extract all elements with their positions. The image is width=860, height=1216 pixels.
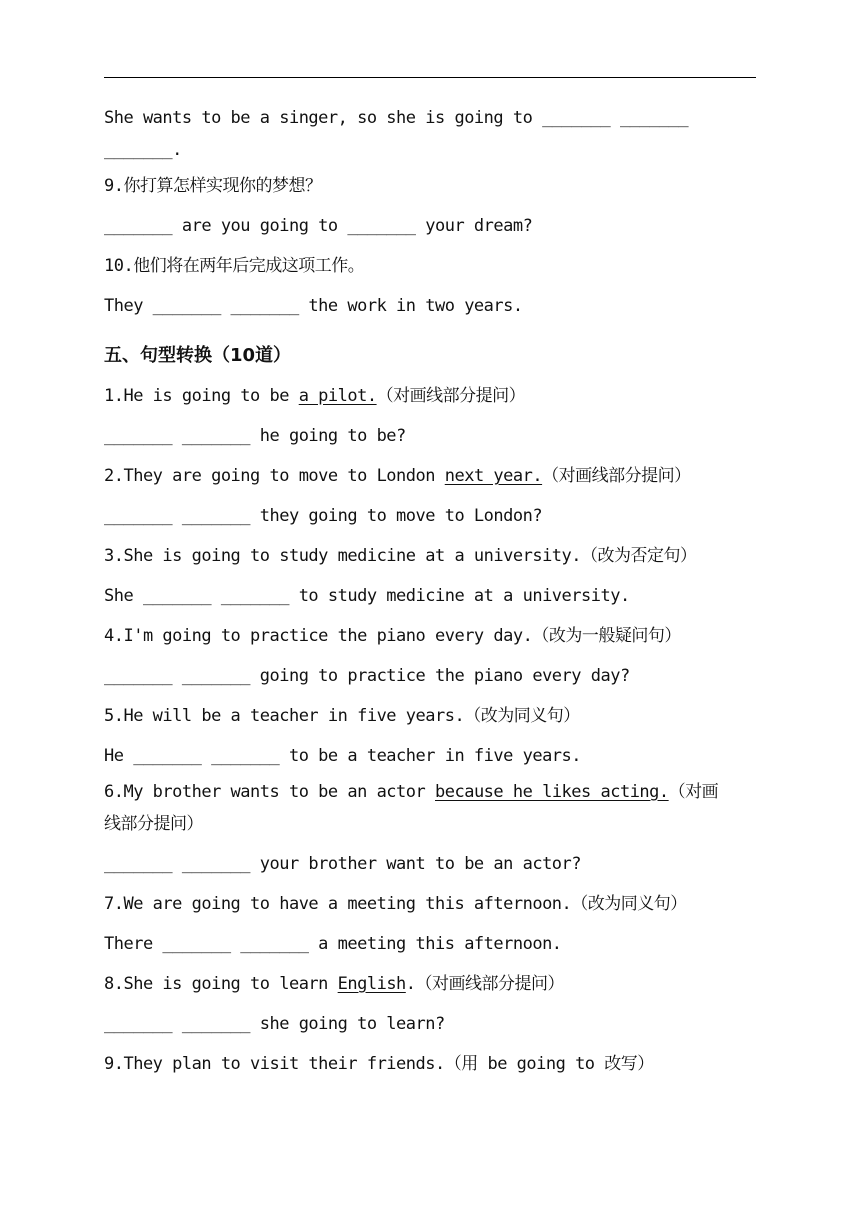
sentence-line: She wants to be a singer, so she is going to _______ _______: [104, 108, 689, 128]
question-6-continued: 线部分提问）: [104, 814, 203, 834]
item-10-chinese: 10.他们将在两年后完成这项工作。: [104, 256, 365, 276]
question-6: 6.My brother wants to be an actor because he likes acting.（对画: [104, 782, 719, 802]
answer-4: _______ _______ going to practice the piano every day?: [104, 666, 630, 686]
question-1: 1.He is going to be a pilot.（对画线部分提问）: [104, 386, 526, 406]
sentence-line-continued: _______.: [104, 140, 182, 160]
question-2: 2.They are going to move to London next year.（对画线部分提问）: [104, 466, 691, 486]
answer-6: _______ _______ your brother want to be an actor?: [104, 854, 582, 874]
header-rule: [104, 77, 756, 78]
answer-7: There _______ _______ a meeting this afternoon.: [104, 934, 562, 954]
section-title: 五、句型转换（10道）: [104, 345, 292, 366]
answer-1: _______ _______ he going to be?: [104, 426, 406, 446]
item-9-english: _______ are you going to _______ your dream?: [104, 216, 533, 236]
worksheet-content: [104, 100, 760, 1084]
question-5: 5.He will be a teacher in five years.（改为同义句）: [104, 706, 580, 726]
question-8: 8.She is going to learn English.（对画线部分提问）: [104, 974, 565, 994]
question-4: 4.I'm going to practice the piano every day.（改为一般疑问句）: [104, 626, 681, 646]
answer-3: She _______ _______ to study medicine at a university.: [104, 586, 630, 606]
answer-2: _______ _______ they going to move to London?: [104, 506, 543, 526]
question-3: 3.She is going to study medicine at a university.（改为否定句）: [104, 546, 697, 566]
item-9-chinese: 9.你打算怎样实现你的梦想？: [104, 176, 322, 196]
question-7: 7.We are going to have a meeting this afternoon.（改为同义句）: [104, 894, 687, 914]
answer-8: _______ _______ she going to learn?: [104, 1014, 445, 1034]
question-9: 9.They plan to visit their friends.（用 be going to 改写）: [104, 1054, 654, 1074]
answer-5: He _______ _______ to be a teacher in five years.: [104, 746, 582, 766]
item-10-english: They _______ _______ the work in two years.: [104, 296, 523, 316]
